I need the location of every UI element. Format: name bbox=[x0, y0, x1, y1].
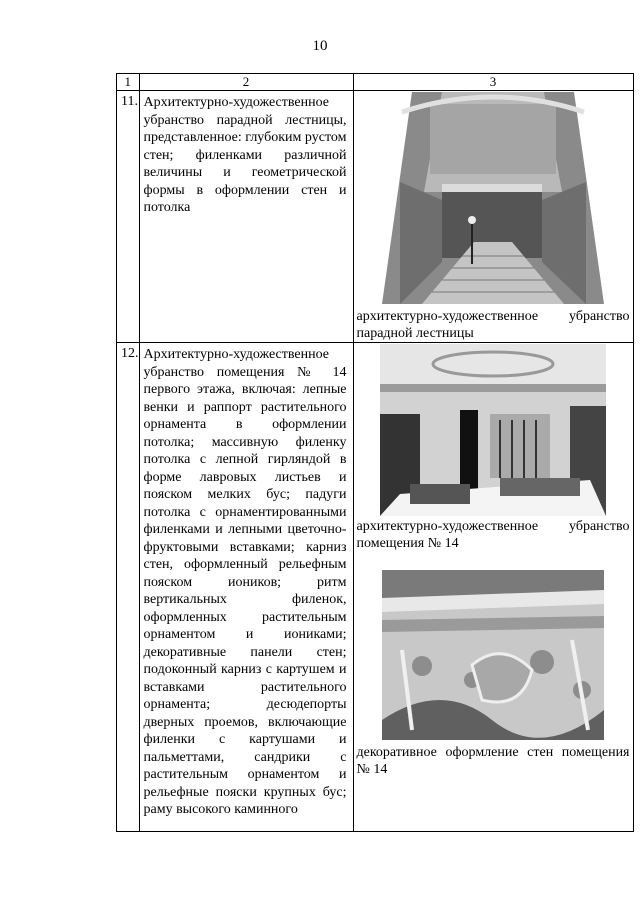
row-number: 11. bbox=[117, 91, 140, 343]
image-caption: архитектурно-художественное убранство помещения № 14 bbox=[356, 519, 630, 551]
header-col-2: 2 bbox=[139, 74, 353, 91]
header-col-3: 3 bbox=[353, 74, 633, 91]
staircase-photo bbox=[382, 92, 604, 304]
page-number: 10 bbox=[312, 38, 328, 54]
row-number: 12. bbox=[117, 343, 140, 832]
monument-table bbox=[116, 73, 634, 832]
wall-decor-photo bbox=[382, 570, 604, 740]
row-description: Архитектурно-художественное убранство помещения № 14 первого этажа, включая: лепные венки и раппорт растительного орнамента в оформлении потолка; массивную филенку потолка с лепной гирляндой в форме лавровых листьев и пояском мелких бус; падуги потолка с орнаментированными филенками и лепными цветочно-фруктовыми вставками; карниз стен, оформленный рельефным пояском иоников; ритм вертикальных филенок, оформленных растительным орнаментом и иониками; декоративные панели стен; подоконный карниз с картушем и вставками растительного орнамента; десюдепорты дверных проемов, включающие филенки с картушами и пальметтами, сандрики с растительным орнаментом и рельефные пояски крупных бус; раму высокого каминного bbox=[139, 343, 353, 832]
row-images bbox=[353, 91, 633, 343]
table-row bbox=[117, 91, 634, 343]
table-header-row bbox=[117, 74, 634, 91]
table-row bbox=[117, 343, 634, 832]
row-images bbox=[353, 343, 633, 832]
row-description: Архитектурно-художественное убранство парадной лестницы, представленное: глубоким рустом стен; филенками различной величины и геометрической формы в оформлении стен и потолка bbox=[139, 91, 353, 343]
image-caption: декоративное оформление стен помещения № 14 bbox=[356, 745, 630, 777]
header-col-1: 1 bbox=[117, 74, 140, 91]
image-caption: архитектурно-художественное убранство парадной лестницы bbox=[356, 309, 630, 341]
room-photo bbox=[380, 344, 606, 516]
